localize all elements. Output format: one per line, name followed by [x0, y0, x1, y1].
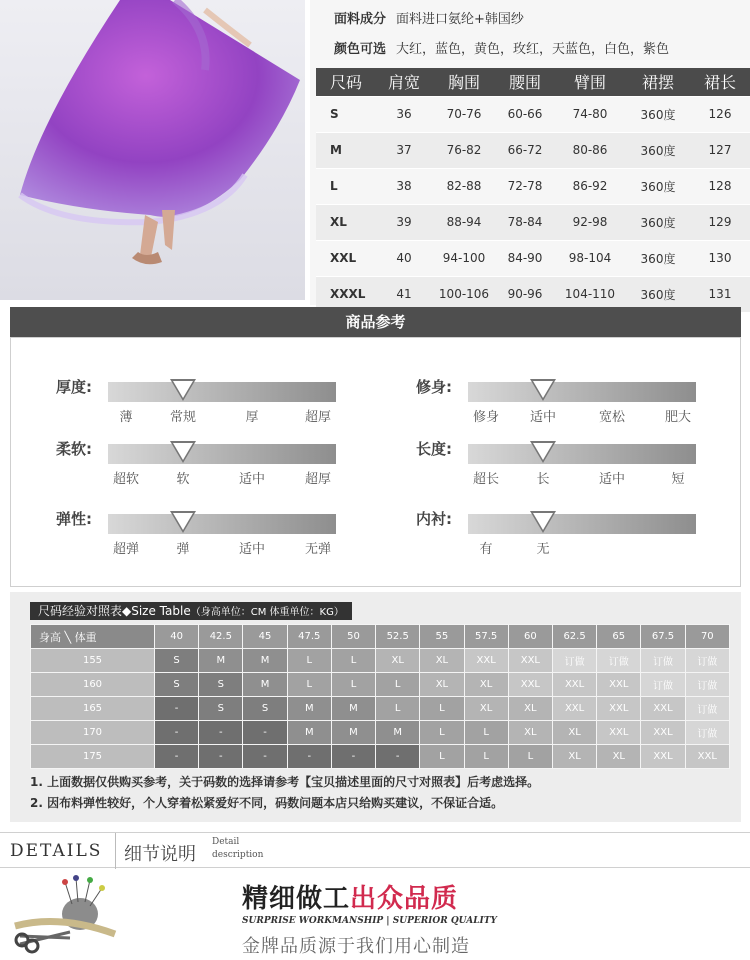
size-suggestion-cell: L — [420, 697, 464, 721]
weight-header: 65 — [597, 625, 641, 649]
slider-option: 适中 — [529, 410, 557, 425]
size-cell: XXL — [316, 240, 376, 276]
slider-option: 长 — [536, 472, 550, 487]
size-cell: S — [316, 96, 376, 132]
reference-panel — [10, 337, 741, 587]
craft-title-red: 出众品质 — [350, 884, 459, 914]
size-header-2: 胸围 — [432, 68, 496, 96]
note-1: 1. 上面数据仅供购买参考，关于码数的选择请参考【宝贝描述里面的尺寸对照表】后考虑选择。 — [30, 775, 540, 789]
size-suggestion-cell: 订做 — [685, 649, 729, 673]
slider-option: 有 — [479, 542, 493, 557]
size-suggestion-cell: L — [420, 721, 464, 745]
size-suggestion-cell: M — [287, 721, 331, 745]
size-suggestion-cell: L — [287, 649, 331, 673]
size-cell: 38 — [376, 168, 432, 204]
dress-photo — [0, 0, 305, 300]
size-cell: 129 — [690, 204, 750, 240]
colors-value: 大红，蓝色，黄色，玫红，天蓝色，白色，紫色 — [396, 42, 670, 57]
weight-header: 52.5 — [376, 625, 420, 649]
slider-option: 厚 — [245, 410, 259, 425]
size-header-1: 肩宽 — [376, 68, 432, 96]
weight-header: 50 — [331, 625, 375, 649]
size-cell: L — [316, 168, 376, 204]
size-header-4: 臂围 — [554, 68, 626, 96]
size-suggestion-cell: XXL — [597, 721, 641, 745]
table-row — [31, 649, 730, 673]
size-experience-table — [30, 624, 730, 769]
size-suggestion-cell: L — [376, 673, 420, 697]
product-info-panel — [310, 0, 750, 305]
reference-slider — [56, 376, 336, 436]
size-cell: 360度 — [626, 168, 690, 204]
size-suggestion-cell: XXL — [464, 649, 508, 673]
size-suggestion-cell: - — [287, 745, 331, 769]
size-cell: 80-86 — [554, 132, 626, 168]
slider-bar — [468, 382, 696, 402]
size-header-5: 裙摆 — [626, 68, 690, 96]
size-suggestion-cell: 订做 — [597, 649, 641, 673]
corner-divider: ╲ — [61, 630, 75, 644]
size-suggestion-cell: 订做 — [685, 673, 729, 697]
size-suggestion-cell: - — [243, 745, 287, 769]
slider-marker-icon — [530, 511, 556, 533]
size-suggestion-cell: L — [508, 745, 552, 769]
slider-option: 无弹 — [304, 542, 332, 557]
size-cell: 94-100 — [432, 240, 496, 276]
size-suggestion-cell: L — [331, 649, 375, 673]
size-cell: 70-76 — [432, 96, 496, 132]
height-cell: 170 — [31, 721, 155, 745]
colors-row — [334, 38, 669, 57]
weight-header: 47.5 — [287, 625, 331, 649]
slider-option: 薄 — [119, 410, 133, 425]
table-row — [316, 132, 750, 168]
details-sub-2: description — [212, 850, 264, 860]
slider-option: 超长 — [472, 472, 500, 487]
size-cell: 100-106 — [432, 276, 496, 312]
weight-header: 42.5 — [199, 625, 243, 649]
size-cell: 40 — [376, 240, 432, 276]
details-sub — [212, 836, 263, 862]
size-suggestion-cell: M — [376, 721, 420, 745]
weight-header: 62.5 — [552, 625, 596, 649]
size-suggestion-cell: S — [243, 697, 287, 721]
size-suggestion-cell: S — [155, 673, 199, 697]
size-cell: 360度 — [626, 96, 690, 132]
size-suggestion-cell: XXL — [597, 673, 641, 697]
corner-weight: 体重 — [74, 630, 97, 644]
craft-title — [242, 878, 458, 915]
slider-bar — [468, 444, 696, 464]
size-suggestion-cell: L — [376, 697, 420, 721]
slider-marker-icon — [170, 511, 196, 533]
size-suggestion-cell: XXL — [597, 697, 641, 721]
size-cell: 130 — [690, 240, 750, 276]
size-header-6: 裙长 — [690, 68, 750, 96]
slider-marker-icon — [530, 441, 556, 463]
slider-label: 内衬: — [416, 510, 452, 528]
size-cell: 98-104 — [554, 240, 626, 276]
size-suggestion-cell: S — [199, 697, 243, 721]
reference-title: 商品参考 — [10, 307, 741, 337]
size-cell: 66-72 — [496, 132, 554, 168]
size-suggestion-cell: - — [155, 697, 199, 721]
fabric-row — [334, 8, 524, 27]
reference-slider — [416, 508, 696, 568]
size-suggestion-cell: L — [464, 745, 508, 769]
weight-header: 40 — [155, 625, 199, 649]
size-suggestion-cell: S — [199, 673, 243, 697]
size-suggestion-cell: M — [331, 697, 375, 721]
size-cell: 360度 — [626, 132, 690, 168]
size-suggestion-cell: XXL — [552, 673, 596, 697]
slider-marker-icon — [170, 379, 196, 401]
size-cell: 360度 — [626, 204, 690, 240]
slider-option: 短 — [671, 472, 685, 487]
table-row — [31, 697, 730, 721]
size-suggestion-cell: XL — [464, 673, 508, 697]
size-suggestion-cell: M — [199, 649, 243, 673]
size-cell: 60-66 — [496, 96, 554, 132]
size-suggestion-cell: S — [155, 649, 199, 673]
size-cell: 92-98 — [554, 204, 626, 240]
slider-label: 弹性: — [56, 510, 92, 528]
table-row — [31, 745, 730, 769]
size-suggestion-cell: 订做 — [685, 697, 729, 721]
weight-header: 70 — [685, 625, 729, 649]
slider-option: 修身 — [472, 410, 500, 425]
slider-option: 超厚 — [304, 410, 332, 425]
size-suggestion-cell: - — [199, 721, 243, 745]
slider-bar — [468, 514, 696, 534]
slider-option: 肥大 — [664, 410, 692, 425]
size-suggestion-cell: 订做 — [552, 649, 596, 673]
craft-title-black: 精细做工 — [242, 884, 351, 914]
size-cell: XXXL — [316, 276, 376, 312]
height-cell: 165 — [31, 697, 155, 721]
size-suggestion-cell: XL — [464, 697, 508, 721]
size-cell: 36 — [376, 96, 432, 132]
size-suggestion-cell: XXL — [641, 697, 685, 721]
size-suggestion-cell: M — [243, 649, 287, 673]
size-suggestion-cell: XXL — [685, 745, 729, 769]
slider-option: 适中 — [238, 542, 266, 557]
size-suggestion-cell: M — [331, 721, 375, 745]
size-suggestion-cell: XL — [552, 745, 596, 769]
slider-bar — [108, 444, 336, 464]
sewing-tools-icon — [10, 874, 120, 956]
table-row — [31, 721, 730, 745]
slider-option: 超厚 — [304, 472, 332, 487]
slider-option: 无 — [536, 542, 550, 557]
size-cell: 88-94 — [432, 204, 496, 240]
size-suggestion-cell: L — [420, 745, 464, 769]
size-suggestion-cell: XXL — [641, 721, 685, 745]
slider-option: 超弹 — [112, 542, 140, 557]
size-suggestion-cell: - — [331, 745, 375, 769]
size-cell: 128 — [690, 168, 750, 204]
size-table — [316, 68, 750, 312]
weight-header: 57.5 — [464, 625, 508, 649]
size-cell: 131 — [690, 276, 750, 312]
details-cn: 细节说明 — [124, 844, 196, 865]
reference-slider — [56, 508, 336, 568]
corner-height: 身高 — [39, 630, 61, 644]
slider-option: 弹 — [176, 542, 190, 557]
fabric-label: 面料成分 — [334, 12, 387, 27]
reference-slider — [56, 438, 336, 498]
size-suggestion-cell: - — [155, 745, 199, 769]
size-suggestion-cell: - — [243, 721, 287, 745]
slider-option: 常规 — [169, 410, 197, 425]
height-cell: 175 — [31, 745, 155, 769]
details-sub-1: Detail — [212, 837, 240, 847]
size-suggestion-cell: XL — [420, 649, 464, 673]
slider-bar — [108, 514, 336, 534]
craft-banner — [0, 870, 750, 960]
experience-title-text: 尺码经验对照表◆Size Table — [38, 604, 191, 618]
size-suggestion-cell: XL — [376, 649, 420, 673]
colors-label: 颜色可选 — [334, 42, 387, 57]
size-cell: 126 — [690, 96, 750, 132]
size-header-3: 腰围 — [496, 68, 554, 96]
size-suggestion-cell: XL — [552, 721, 596, 745]
size-cell: 360度 — [626, 276, 690, 312]
size-cell: 82-88 — [432, 168, 496, 204]
height-cell: 155 — [31, 649, 155, 673]
slider-option: 适中 — [238, 472, 266, 487]
size-suggestion-cell: XL — [508, 721, 552, 745]
size-cell: 104-110 — [554, 276, 626, 312]
slider-bar — [108, 382, 336, 402]
slider-label: 修身: — [416, 378, 452, 396]
size-header-0: 尺码 — [316, 68, 376, 96]
slider-marker-icon — [530, 379, 556, 401]
size-cell: 39 — [376, 204, 432, 240]
weight-header: 55 — [420, 625, 464, 649]
weight-header: 45 — [243, 625, 287, 649]
size-cell: XL — [316, 204, 376, 240]
size-suggestion-cell: XXL — [641, 745, 685, 769]
details-en: DETAILS — [10, 841, 103, 861]
reference-slider — [416, 438, 696, 498]
note-2: 2. 因布料弹性较好，个人穿着松紧爱好不同，码数问题本店只给购买建议，不保证合适。 — [30, 796, 504, 810]
table-row — [31, 673, 730, 697]
size-cell: 127 — [690, 132, 750, 168]
size-suggestion-cell: XL — [597, 745, 641, 769]
table-row — [316, 96, 750, 132]
details-bar — [0, 832, 750, 868]
height-cell: 160 — [31, 673, 155, 697]
reference-slider — [416, 376, 696, 436]
table-row — [316, 204, 750, 240]
size-suggestion-cell: M — [243, 673, 287, 697]
table-row — [316, 240, 750, 276]
size-cell: 90-96 — [496, 276, 554, 312]
details-divider — [115, 833, 116, 869]
slider-label: 长度: — [416, 440, 452, 458]
weight-header: 67.5 — [641, 625, 685, 649]
size-table-header — [316, 68, 750, 96]
size-suggestion-cell: - — [199, 745, 243, 769]
size-cell: 41 — [376, 276, 432, 312]
size-suggestion-cell: XXL — [552, 697, 596, 721]
slider-option: 超软 — [112, 472, 140, 487]
size-cell: 86-92 — [554, 168, 626, 204]
size-suggestion-cell: 订做 — [641, 649, 685, 673]
slider-marker-icon — [170, 441, 196, 463]
size-suggestion-cell: XL — [508, 697, 552, 721]
size-cell: 76-82 — [432, 132, 496, 168]
size-suggestion-cell: 订做 — [685, 721, 729, 745]
slider-option: 适中 — [598, 472, 626, 487]
experience-units: （身高单位：CM 体重单位：KG） — [190, 607, 344, 618]
slider-option: 宽松 — [598, 410, 626, 425]
size-experience-section — [10, 592, 741, 822]
size-cell: 72-78 — [496, 168, 554, 204]
slider-label: 柔软: — [56, 440, 92, 458]
size-suggestion-cell: XXL — [508, 649, 552, 673]
size-suggestion-cell: L — [464, 721, 508, 745]
size-suggestion-cell: L — [287, 673, 331, 697]
size-cell: 84-90 — [496, 240, 554, 276]
size-suggestion-cell: XL — [420, 673, 464, 697]
fabric-value: 面料进口氨纶+韩国纱 — [396, 12, 524, 27]
size-suggestion-cell: XXL — [508, 673, 552, 697]
size-suggestion-cell: M — [287, 697, 331, 721]
craft-en: SURPRISE WORKMANSHIP | SUPERIOR QUALITY — [242, 916, 497, 926]
table-row — [316, 168, 750, 204]
size-cell: M — [316, 132, 376, 168]
experience-corner — [31, 625, 155, 649]
size-cell: 37 — [376, 132, 432, 168]
size-cell: 78-84 — [496, 204, 554, 240]
size-suggestion-cell: - — [155, 721, 199, 745]
size-suggestion-cell: L — [331, 673, 375, 697]
experience-title — [30, 602, 352, 620]
size-cell: 74-80 — [554, 96, 626, 132]
craft-slogan: 金牌品质源于我们用心制造 — [242, 936, 470, 957]
slider-option: 软 — [176, 472, 190, 487]
size-suggestion-cell: 订做 — [641, 673, 685, 697]
size-suggestion-cell: - — [376, 745, 420, 769]
size-cell: 360度 — [626, 240, 690, 276]
weight-header: 60 — [508, 625, 552, 649]
slider-label: 厚度: — [56, 378, 92, 396]
